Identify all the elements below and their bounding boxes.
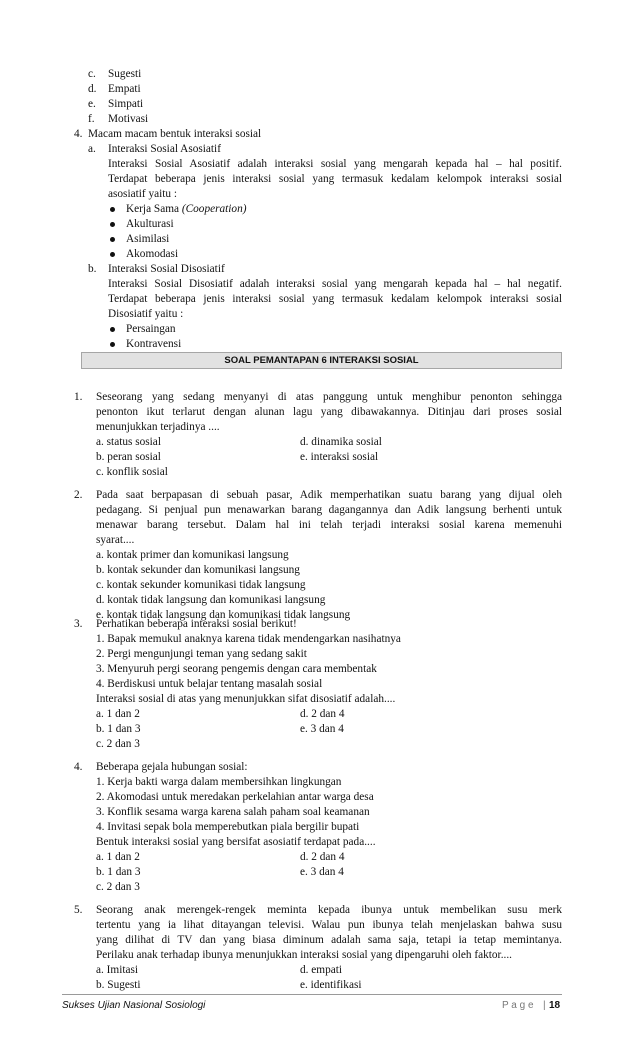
question-line: menunjukkan terjadinya .... — [96, 421, 220, 433]
bullet-item: Persaingan — [126, 323, 176, 335]
question-number: 2. — [74, 489, 83, 501]
statement-item: 1. Kerja bakti warga dalam membersihkan lingkungan — [96, 776, 342, 788]
question-line: Perilaku anak terhadap ibunya menunjukkan interaksi sosial yang dipengaruhi oleh faktor.... — [96, 949, 512, 961]
question-line: penonton ikut terlarut dengan alunan lagu yang dibawakannya. Ditinjau dari proses sosial — [96, 406, 562, 418]
question-intro: Beberapa gejala hubungan sosial: — [96, 761, 248, 773]
subsection-marker: a. — [88, 143, 96, 155]
list-item: Empati — [108, 83, 141, 95]
bullet-item: Asimilasi — [126, 233, 170, 245]
answer-option: d. kontak tidak langsung dan komunikasi langsung — [96, 594, 326, 606]
question-intro: Perhatikan beberapa interaksi sosial berikut! — [96, 618, 297, 630]
question-line: menawar barang tersebut. Dalam hal ini telah terjadi interaksi sosial karena memenuhi — [96, 519, 562, 531]
paragraph-line: Interaksi Sosial Asosiatif adalah interaksi sosial yang mengarah kepada hal – hal positif. — [108, 158, 562, 170]
answer-option: d. dinamika sosial — [300, 436, 382, 448]
bullet-item: Akomodasi — [126, 248, 179, 260]
answer-option: b. 1 dan 3 — [96, 866, 141, 878]
statement-item: 3. Menyuruh pergi seorang pengemis dengan cara membentak — [96, 663, 377, 675]
bullet-icon — [110, 252, 115, 257]
bullet-icon — [110, 222, 115, 227]
list-item: Sugesti — [108, 68, 142, 80]
footer-page-label: P a g e — [502, 1000, 534, 1011]
list-marker: f. — [88, 113, 95, 125]
statement-item: 4. Invitasi sepak bola memperebutkan piala bergilir bupati — [96, 821, 360, 833]
bullet-item: Kontravensi — [126, 338, 182, 350]
answer-option: c. kontak sekunder komunikasi tidak langsung — [96, 579, 306, 591]
bullet-icon — [110, 207, 115, 212]
question-number: 1. — [74, 391, 83, 403]
answer-option: a. kontak primer dan komunikasi langsung — [96, 549, 289, 561]
statement-item: 2. Akomodasi untuk meredakan perkelahian antar warga desa — [96, 791, 374, 803]
question-line: Pada saat berpapasan di sebuah pasar, Adik memperhatikan suatu barang yang dijual oleh — [96, 489, 562, 501]
question-prompt: Bentuk interaksi sosial yang bersifat asosiatif terdapat pada.... — [96, 836, 376, 848]
footer-page-number: 18 — [549, 1000, 561, 1011]
paragraph-line: Interaksi Sosial Disosiatif adalah interaksi sosial yang mengarah kepada hal – hal negatif. — [108, 278, 562, 290]
footer-separator: | — [543, 1000, 546, 1011]
question-line: Seseorang yang sedang menyanyi di atas panggung untuk menghibur penonton sehingga — [96, 391, 562, 403]
subsection-marker: b. — [88, 263, 97, 275]
answer-option: e. interaksi sosial — [300, 451, 379, 463]
bullet-icon — [110, 237, 115, 242]
paragraph-line: asosiatif yaitu : — [108, 188, 178, 200]
section-header-bar — [81, 352, 562, 369]
question-prompt: Interaksi sosial di atas yang menunjukkan sifat disosiatif adalah.... — [96, 693, 396, 705]
footer-title: Sukses Ujian Nasional Sosiologi — [62, 1000, 206, 1011]
statement-item: 3. Konflik sesama warga karena salah paham soal keamanan — [96, 806, 370, 818]
list-item: Simpati — [108, 98, 144, 110]
bullet-icon — [110, 342, 115, 347]
question-number: 3. — [74, 618, 83, 630]
paragraph-line: Disosiatif yaitu : — [108, 308, 184, 320]
list-marker: d. — [88, 83, 97, 95]
list-item: Motivasi — [108, 113, 149, 125]
question-line: pedagang. Si penjual pun menawarkan barang dagangannya dan Adik langsung berhenti untuk — [96, 504, 562, 516]
answer-option: d. 2 dan 4 — [300, 708, 345, 720]
answer-option: e. 3 dan 4 — [300, 723, 344, 735]
answer-option: d. empati — [300, 964, 343, 976]
answer-option: c. 2 dan 3 — [96, 881, 140, 893]
section-header-title: SOAL PEMANTAPAN 6 INTERAKSI SOSIAL — [224, 355, 419, 366]
question-line: tertentu yang ia lihat ditayangan televisi. Walau pun ibunya telah menjelaskan bahwa susu — [96, 919, 562, 931]
section-number: 4. — [74, 128, 83, 140]
statement-item: 4. Berdiskusi untuk belajar tentang masalah sosial — [96, 678, 323, 690]
answer-option: b. Sugesti — [96, 979, 141, 991]
bullet-icon — [110, 327, 115, 332]
answer-option: e. kontak tidak langsung dan komunikasi tidak langsung — [96, 609, 351, 621]
answer-option: a. 1 dan 2 — [96, 708, 140, 720]
answer-option: e. 3 dan 4 — [300, 866, 344, 878]
question-line: Seorang anak merengek-rengek meminta kepada ibunya untuk membelikan susu merk — [96, 904, 562, 916]
statement-item: 1. Bapak memukul anaknya karena tidak mendengarkan nasihatnya — [96, 633, 401, 645]
question-line: yang dilihat di TV dan yang biasa diminum adalah sama saja, tetapi ia tetap memintanya. — [96, 934, 562, 946]
bullet-item: Akulturasi — [126, 218, 174, 230]
answer-option: b. 1 dan 3 — [96, 723, 141, 735]
answer-option: d. 2 dan 4 — [300, 851, 345, 863]
answer-option: c. konflik sosial — [96, 466, 168, 478]
question-number: 4. — [74, 761, 83, 773]
paragraph-line: Terdapat beberapa jenis interaksi sosial yang termasuk kedalam kelompok interaksi sosial — [108, 293, 562, 305]
answer-option: c. 2 dan 3 — [96, 738, 140, 750]
paragraph-line: Terdapat beberapa jenis interaksi sosial yang termasuk kedalam kelompok interaksi sosial — [108, 173, 562, 185]
question-number: 5. — [74, 904, 83, 916]
statement-item: 2. Pergi mengunjungi teman yang sedang sakit — [96, 648, 307, 660]
bullet-item: Kerja Sama (Cooperation) — [126, 203, 247, 215]
list-marker: e. — [88, 98, 96, 110]
answer-option: b. peran sosial — [96, 451, 161, 463]
answer-option: b. kontak sekunder dan komunikasi langsung — [96, 564, 300, 576]
list-marker: c. — [88, 68, 96, 80]
subsection-title: Interaksi Sosial Disosiatif — [108, 263, 225, 275]
section-title: Macam macam bentuk interaksi sosial — [88, 128, 262, 140]
answer-option: a. 1 dan 2 — [96, 851, 140, 863]
question-line: syarat.... — [96, 534, 135, 546]
footer-rule — [62, 994, 562, 995]
answer-option: a. Imitasi — [96, 964, 139, 976]
subsection-title: Interaksi Sosial Asosiatif — [108, 143, 221, 155]
answer-option: e. identifikasi — [300, 979, 362, 991]
answer-option: a. status sosial — [96, 436, 161, 448]
